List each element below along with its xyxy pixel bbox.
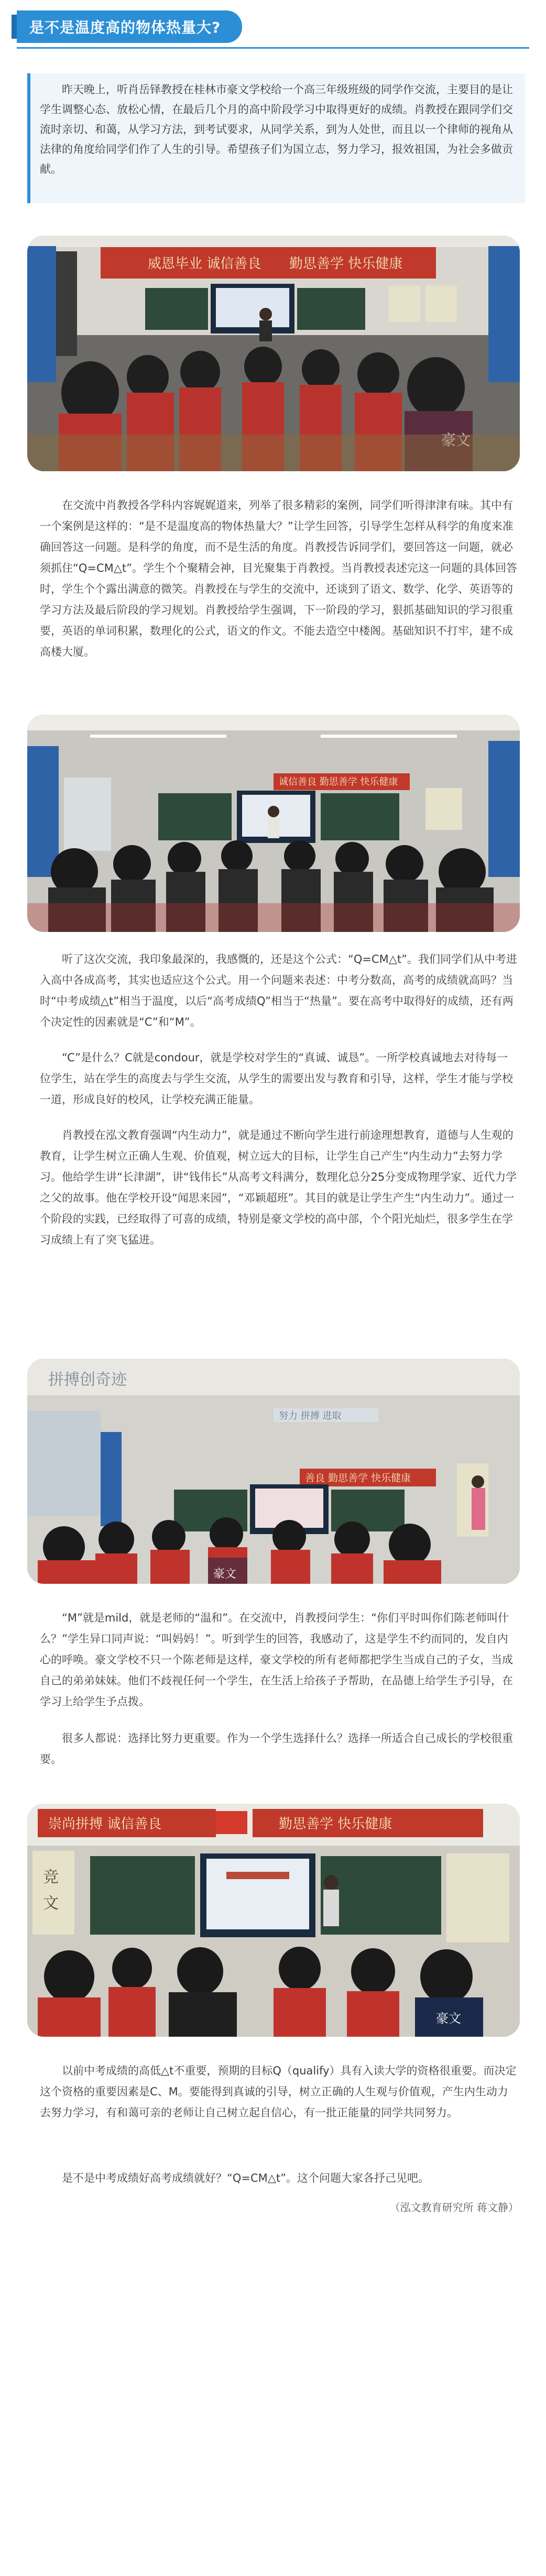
paragraph-3: “C”是什么？C就是condour，就是学校对学生的“真诚、诚恳”。一所学校真诚地去对待每一位学生，站在学生的高度去与学生交流，从学生的需要出发与教育和引导，这样，学生才能与学校一道，形成良好的校风，让学校充满正能量。 <box>40 1051 513 1106</box>
photo4-board-char-1: 竞 <box>43 1868 59 1886</box>
title-banner-notch <box>12 15 17 39</box>
photo4-board-char-2: 文 <box>43 1894 59 1913</box>
title-divider <box>17 47 529 49</box>
intro-box: 昨天晚上，听肖岳铎教授在桂林市豪文学校给一个高三年级班级的同学作交流，主要目的是让学生调整心态、放松心情，在最后几个月的高中阶段学习中取得更好的成绩。肖教授在跟同学们交流时亲切、和蔼，从学习方法，到考试要求，从同学关系，到为人处世，而且以一个律师的视角从法律的角度给同学们作了人生的引导。希望孩子们为国立志，努力学习，报效祖国，为社会多做贡献。 <box>27 73 525 203</box>
paragraph-8: 是不是中考成绩好高考成绩就好？“Q=CM△t”。这个问题大家各抒己见吧。 <box>62 2172 430 2184</box>
paragraph-2: 听了这次交流，我印象最深的，我感慨的，还是这个公式：“Q=CM△t”。我们同学们从中考进入高中各成高考，其实也适应这个公式。用一个问题来表述：中考分数高，高考的成绩就高吗？当时“中考成绩△t”相当于温度，以后“高考成绩Q”相当于“热量”。要在高考中取得好的成绩，还有两个决定性的因素就是“C”和“M”。 <box>40 953 518 1028</box>
classroom-photo-2 <box>27 715 520 932</box>
classroom-photo-3 <box>27 1359 520 1584</box>
photo3-banner-text: 善良 勤思善学 快乐健康 <box>305 1472 411 1484</box>
title-banner <box>17 10 242 43</box>
paragraph-5: “M”就是mild，就是老师的“温和”。在交流中，肖教授问学生：“你们平时叫你们陈老师叫什么？”学生异口同声说：“叫妈妈！”。听到学生的回答，我感动了，这是学生不约而同的，发自内心的呼唤。豪文学校不只一个陈老师是这样，豪文学校的所有老师都把学生当成自己的子女，当成自己的弟弟妹妹。他们不歧视任何一个学生，在生活上给孩子予帮助，在品德上给学生予引导，在学习上给学生予点拨。 <box>40 1612 513 1708</box>
photo1-banner-left-text: 威恩毕业 诚信善良 <box>148 256 261 272</box>
article-title: 是不是温度高的物体热量大? <box>29 19 221 36</box>
photo1-banner-right-text: 勤思善学 快乐健康 <box>289 256 403 272</box>
photo3-uniform-text: 豪文 <box>213 1568 237 1581</box>
photo3-wall-slogan-text: 努力 拼搏 进取 <box>279 1411 342 1422</box>
classroom-photo-4 <box>27 1804 520 2037</box>
photo3-wall-top-text: 拼搏创奇迹 <box>48 1371 127 1389</box>
byline: （泓文教育研究所 蒋文静） <box>389 2201 519 2214</box>
paragraph-7: 以前中考成绩的高低△t不重要，预期的目标Q（qualify）具有入读大学的资格很重要。而决定这个资格的重要因素是C、M。要能得到真诚的引导，树立正确的人生观与价值观，产生内生动力去努力学习，有和蔼可亲的老师让自己树立起自信心，有一批正能量的同学共同努力。 <box>40 2064 517 2119</box>
paragraph-4: 肖教授在泓文教育强调“内生动力”，就是通过不断向学生进行前途理想教育，道德与人生观的教育，让学生树立正确人生观、价值观，树立远大的目标，让学生自己产生“内生动力”去努力学习。他给学生讲“长津湖”，讲“钱伟长”从高考文科满分，数理化总分25分变成物理学家、近代力学之父的故事。他在学校开设“闻思来园”，“邓颖超班”。其目的就是让学生产生“内生动力”。通过一个阶段的实践，已经取得了可喜的成绩，特别是豪文学校的高中部，个个阳光灿烂，很多学生在学习成绩上有了突飞猛进。 <box>40 1129 517 1246</box>
paragraph-1: 在交流中肖教授各学科内容娓娓道来，列举了很多精彩的案例，同学们听得津津有味。其中有一个案例是这样的：“是不是温度高的物体热量大？”让学生回答，引导学生怎样从科学的角度来准确回答这一问题。是科学的角度，而不是生活的角度。肖教授告诉同学们，要回答这一问题，就必须抓住“Q=CM△t”。学生个个聚精会神，目光聚集于肖教授。当肖教授表述完这一问题的具体回答时，学生个个露出满意的微笑。肖教授在与学生的交流中，还谈到了语文、数学、化学、英语等的学习方法及最后阶段的学习规划。肖教授给学生强调，下一阶段的学习，狠抓基础知识的学习很重要，英语的单词积累，数理化的公式，语文的作文。不能去造空中楼阁。基础知识不打牢，建不成高楼大厦。 <box>40 499 518 658</box>
classroom-photo-1 <box>27 236 520 471</box>
photo4-uniform-text: 豪文 <box>436 2011 461 2026</box>
paragraph-6: 很多人都说：选择比努力更重要。作为一个学生选择什么？选择一所适合自己成长的学校很重要。 <box>40 1732 513 1766</box>
photo4-banner-right-text: 勤思善学 快乐健康 <box>279 1816 392 1832</box>
photo4-banner-left-text: 崇尚拼搏 诚信善良 <box>48 1816 162 1832</box>
photo2-banner-text: 诚信善良 勤思善学 快乐健康 <box>279 776 398 787</box>
